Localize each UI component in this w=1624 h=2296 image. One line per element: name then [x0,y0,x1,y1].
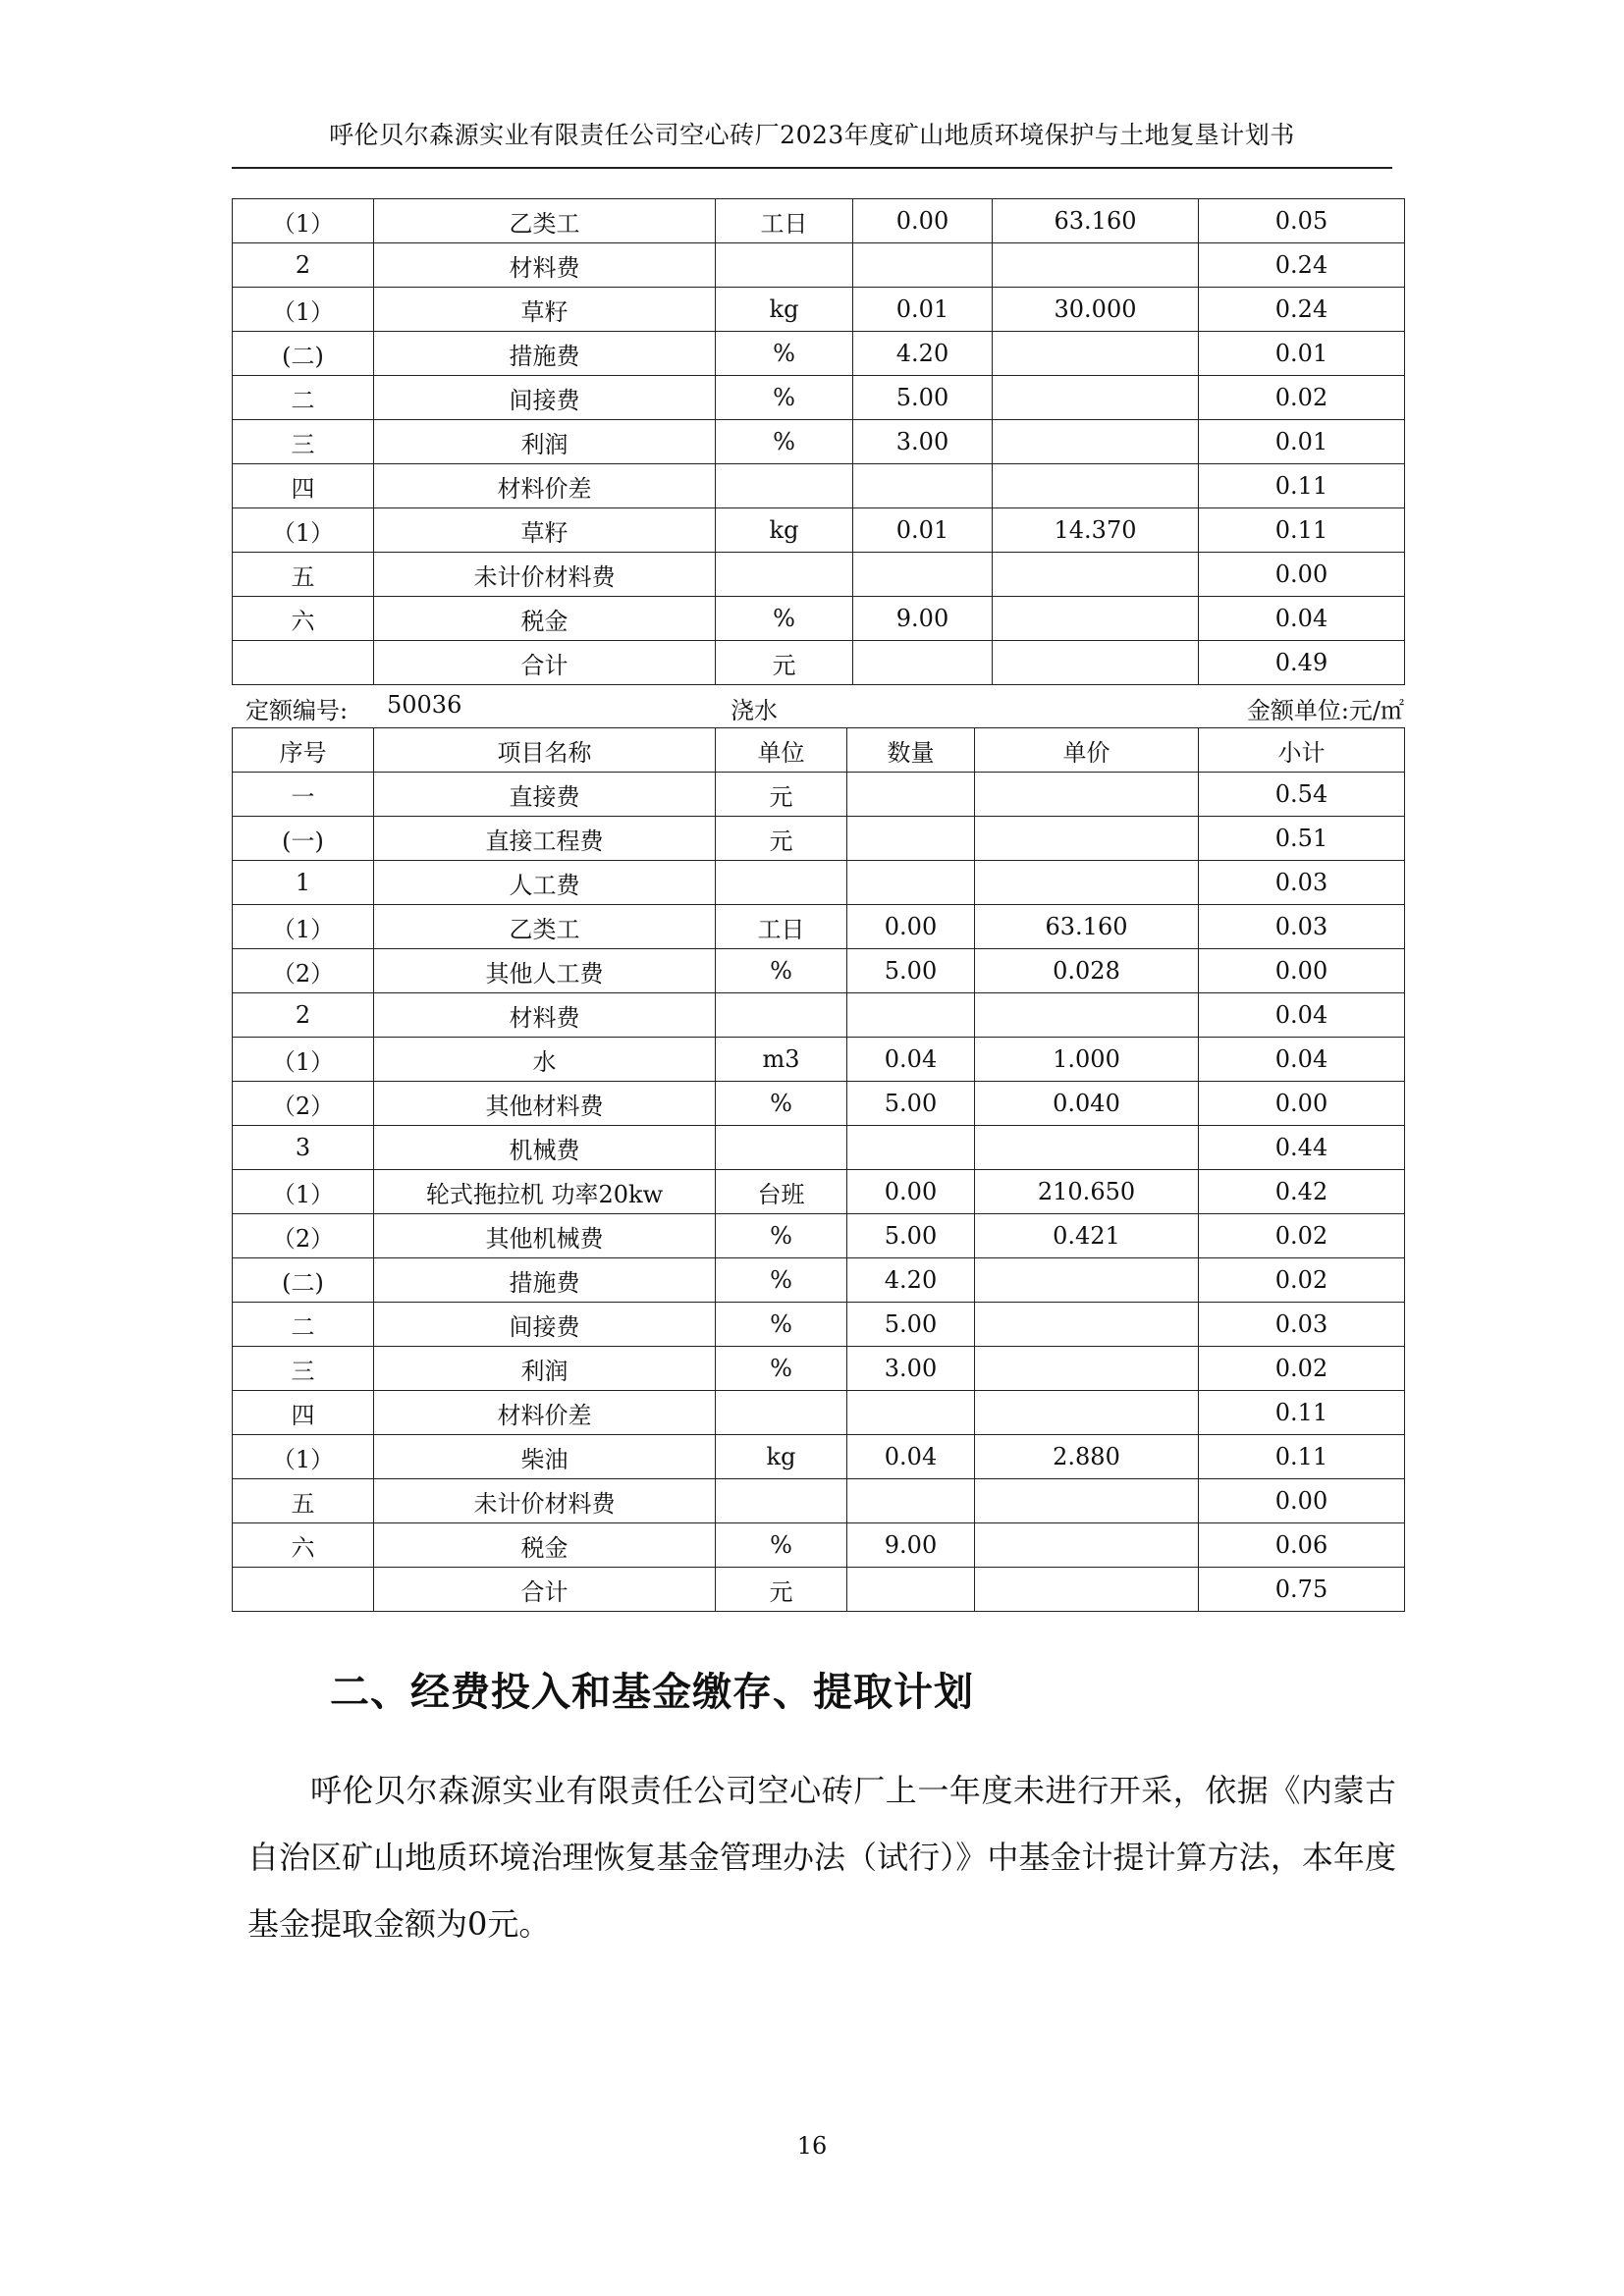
cell-price [993,420,1199,464]
cell-unit: kg [716,508,853,553]
cell-subtotal: 0.02 [1199,1347,1405,1391]
table-row [233,199,1405,243]
cell-qty: 5.00 [847,1303,975,1347]
cell-unit: % [716,949,847,993]
cell-subtotal: 0.51 [1199,817,1405,861]
table-row [233,597,1405,641]
cell-qty: 0.04 [847,1435,975,1479]
cell-price: 63.160 [993,199,1199,243]
cell-qty: 4.20 [853,332,993,376]
cell-subtotal: 0.00 [1199,949,1405,993]
cell-qty: 0.01 [853,508,993,553]
cell-subtotal: 0.01 [1199,332,1405,376]
cell-qty [853,464,993,508]
cell-unit [716,861,847,905]
cell-subtotal: 0.00 [1199,553,1405,597]
table-row [233,1479,1405,1523]
cell-unit [716,1391,847,1435]
cell-item: 未计价材料费 [374,553,716,597]
cell-unit [716,553,853,597]
cell-subtotal: 0.44 [1199,1126,1405,1170]
header-seq: 序号 [233,728,374,773]
cell-price [993,376,1199,420]
cell-qty: 0.00 [847,1170,975,1214]
cell-item: 材料价差 [374,1391,716,1435]
header-qty: 数量 [847,728,975,773]
cell-price: 2.880 [975,1435,1199,1479]
table-row [233,288,1405,332]
cell-price: 63.160 [975,905,1199,949]
cell-subtotal: 0.05 [1199,199,1405,243]
cell-unit: % [716,332,853,376]
cell-item: 乙类工 [374,905,716,949]
cell-unit: kg [716,1435,847,1479]
cell-seq: （1） [233,199,374,243]
cell-unit [716,1126,847,1170]
table-row [233,641,1405,685]
cell-unit: 元 [716,773,847,817]
cell-unit: 元 [716,817,847,861]
cell-qty: 4.20 [847,1258,975,1303]
cell-subtotal: 0.03 [1199,905,1405,949]
cell-qty: 5.00 [847,949,975,993]
table-row [233,376,1405,420]
cell-price: 0.028 [975,949,1199,993]
cell-qty [847,993,975,1038]
cell-item: 机械费 [374,1126,716,1170]
cell-item: 材料费 [374,243,716,288]
cell-item: 人工费 [374,861,716,905]
cell-item: 利润 [374,1347,716,1391]
cell-item: 材料价差 [374,464,716,508]
cell-seq: 一 [233,773,374,817]
cell-price: 14.370 [993,508,1199,553]
table-row [233,1214,1405,1258]
cell-qty [847,861,975,905]
cell-subtotal: 0.01 [1199,420,1405,464]
table-row [233,1170,1405,1214]
cell-item: 利润 [374,420,716,464]
cell-item: 材料费 [374,993,716,1038]
cell-qty [847,1126,975,1170]
table-row [233,1435,1405,1479]
cell-item: 其他材料费 [374,1082,716,1126]
section-title: 二、经费投入和基金缴存、提取计划 [330,1670,974,1715]
table-row [233,1126,1405,1170]
cell-seq: (二) [233,1258,374,1303]
cell-seq: （1） [233,905,374,949]
cell-unit: kg [716,288,853,332]
cell-unit: 元 [716,1568,847,1612]
cell-subtotal: 0.11 [1199,508,1405,553]
cell-unit [716,1479,847,1523]
table-row [233,420,1405,464]
header-rule [232,167,1392,169]
cell-seq: 1 [233,861,374,905]
cell-unit [716,243,853,288]
cell-qty [847,1568,975,1612]
table-row [233,905,1405,949]
cell-item: 合计 [374,1568,716,1612]
cell-qty: 0.01 [853,288,993,332]
cell-subtotal: 0.75 [1199,1568,1405,1612]
cell-item: 直接费 [374,773,716,817]
cell-price: 210.650 [975,1170,1199,1214]
cell-unit: 工日 [716,199,853,243]
quota-table-continued [232,198,1405,685]
cell-subtotal: 0.03 [1199,1303,1405,1347]
cell-seq: 2 [233,243,374,288]
cell-price [975,1347,1199,1391]
table-row [233,861,1405,905]
amount-unit: 金额单位:元/㎡ [1246,697,1404,724]
cell-unit: % [716,376,853,420]
cell-qty: 0.00 [847,905,975,949]
cell-qty [847,1391,975,1435]
table-row [233,1303,1405,1347]
cell-unit [716,464,853,508]
cell-subtotal: 0.24 [1199,288,1405,332]
table-row [233,332,1405,376]
cell-seq: （2） [233,949,374,993]
cell-qty [847,817,975,861]
cell-price [975,1303,1199,1347]
cell-subtotal: 0.49 [1199,641,1405,685]
cell-price [993,332,1199,376]
cell-qty: 5.00 [847,1214,975,1258]
quota-table-watering-body [233,773,1405,1612]
cell-qty: 0.04 [847,1038,975,1082]
table-row [233,508,1405,553]
cell-subtotal: 0.04 [1199,597,1405,641]
cell-price [993,597,1199,641]
cell-subtotal: 0.03 [1199,861,1405,905]
cell-item: 措施费 [374,1258,716,1303]
cell-seq: 五 [233,553,374,597]
cell-subtotal: 0.06 [1199,1523,1405,1568]
cell-seq: 六 [233,1523,374,1568]
cell-qty [853,641,993,685]
cell-seq: （1） [233,508,374,553]
cell-price: 0.040 [975,1082,1199,1126]
cell-item: 间接费 [374,376,716,420]
table-row [233,1523,1405,1568]
cell-seq: 三 [233,1347,374,1391]
cell-seq [233,641,374,685]
cell-price [975,773,1199,817]
cell-seq: （2） [233,1082,374,1126]
cell-price: 1.000 [975,1038,1199,1082]
cell-qty [853,243,993,288]
cell-seq: 五 [233,1479,374,1523]
cell-price: 30.000 [993,288,1199,332]
cell-subtotal: 0.02 [1199,376,1405,420]
table-row [233,817,1405,861]
table-row [233,1258,1405,1303]
cell-qty: 3.00 [853,420,993,464]
table-row [233,553,1405,597]
cell-subtotal: 0.24 [1199,243,1405,288]
cell-seq: 2 [233,993,374,1038]
header-item: 项目名称 [374,728,716,773]
cell-seq: （2） [233,1214,374,1258]
cell-subtotal: 0.42 [1199,1170,1405,1214]
header-unit: 单位 [716,728,847,773]
cell-price [975,817,1199,861]
cell-unit: 元 [716,641,853,685]
cell-item: 税金 [374,597,716,641]
cell-unit: % [716,1347,847,1391]
cell-item: 未计价材料费 [374,1479,716,1523]
cell-qty [847,1479,975,1523]
cell-price [975,1523,1199,1568]
cell-unit: 工日 [716,905,847,949]
cell-price [993,464,1199,508]
cell-item: 水 [374,1038,716,1082]
cell-price [975,1126,1199,1170]
cell-price [993,243,1199,288]
section-paragraph: 呼伦贝尔森源实业有限责任公司空心砖厂上一年度未进行开采，依据《内蒙古自治区矿山地质环境治理恢复基金管理办法（试行）》中基金计提计算方法，本年度基金提取金额为0元。 [247,1772,1396,1943]
cell-seq: （1） [233,1435,374,1479]
quota-table-continued-body [233,199,1405,685]
table-row [233,773,1405,817]
cell-item: 税金 [374,1523,716,1568]
cell-qty [853,553,993,597]
cell-price [975,1479,1199,1523]
cell-price [975,1258,1199,1303]
cell-subtotal: 0.11 [1199,464,1405,508]
cell-seq: 三 [233,420,374,464]
header-price: 单价 [975,728,1199,773]
cell-unit: m3 [716,1038,847,1082]
cell-qty: 0.00 [853,199,993,243]
cell-seq: (二) [233,332,374,376]
quota-number-label: 定额编号: [245,697,349,724]
cell-item: 其他人工费 [374,949,716,993]
cell-qty: 5.00 [853,376,993,420]
table-row [233,243,1405,288]
cell-qty: 9.00 [853,597,993,641]
cell-qty: 9.00 [847,1523,975,1568]
cell-item: 其他机械费 [374,1214,716,1258]
cell-unit: % [716,1523,847,1568]
cell-price: 0.421 [975,1214,1199,1258]
quota-item-name: 浇水 [731,697,778,724]
cell-item: 轮式拖拉机 功率20kw [374,1170,716,1214]
quota-number: 50036 [387,691,462,719]
page-header: 呼伦贝尔森源实业有限责任公司空心砖厂2023年度矿山地质环境保护与土地复垦计划书 [329,121,1295,149]
cell-subtotal: 0.00 [1199,1479,1405,1523]
cell-item: 草籽 [374,288,716,332]
table-row [233,949,1405,993]
cell-unit [716,993,847,1038]
cell-seq: 二 [233,1303,374,1347]
table-header-row [233,728,1405,773]
cell-qty: 5.00 [847,1082,975,1126]
table-row [233,993,1405,1038]
cell-subtotal: 0.11 [1199,1435,1405,1479]
cell-seq: （1） [233,1038,374,1082]
cell-unit: % [716,1303,847,1347]
cell-seq: 3 [233,1126,374,1170]
table-row [233,1568,1405,1612]
quota-caption [245,687,1404,726]
cell-price [975,1568,1199,1612]
cell-seq: 四 [233,1391,374,1435]
quota-table-watering [232,727,1405,1612]
cell-unit: % [716,1082,847,1126]
cell-item: 乙类工 [374,199,716,243]
cell-subtotal: 0.04 [1199,993,1405,1038]
cell-unit: % [716,1258,847,1303]
cell-qty: 3.00 [847,1347,975,1391]
cell-qty [847,773,975,817]
table-row [233,464,1405,508]
cell-price [975,993,1199,1038]
cell-unit: 台班 [716,1170,847,1214]
cell-item: 草籽 [374,508,716,553]
cell-subtotal: 0.04 [1199,1038,1405,1082]
table-row [233,1391,1405,1435]
page-number: 16 [796,2132,828,2160]
cell-subtotal: 0.02 [1199,1258,1405,1303]
cell-subtotal: 0.02 [1199,1214,1405,1258]
cell-subtotal: 0.11 [1199,1391,1405,1435]
cell-unit: % [716,1214,847,1258]
header-subtotal: 小计 [1199,728,1405,773]
cell-price [975,861,1199,905]
cell-unit: % [716,597,853,641]
cell-price [993,553,1199,597]
cell-seq: （1） [233,1170,374,1214]
cell-seq: 四 [233,464,374,508]
cell-seq: 二 [233,376,374,420]
table-row [233,1038,1405,1082]
cell-price [975,1391,1199,1435]
table-row [233,1347,1405,1391]
cell-item: 措施费 [374,332,716,376]
cell-item: 柴油 [374,1435,716,1479]
cell-item: 间接费 [374,1303,716,1347]
cell-subtotal: 0.00 [1199,1082,1405,1126]
cell-subtotal: 0.54 [1199,773,1405,817]
cell-seq: (一) [233,817,374,861]
table-row [233,1082,1405,1126]
cell-seq: 六 [233,597,374,641]
cell-item: 合计 [374,641,716,685]
cell-seq: （1） [233,288,374,332]
cell-price [993,641,1199,685]
cell-seq [233,1568,374,1612]
cell-item: 直接工程费 [374,817,716,861]
cell-unit: % [716,420,853,464]
